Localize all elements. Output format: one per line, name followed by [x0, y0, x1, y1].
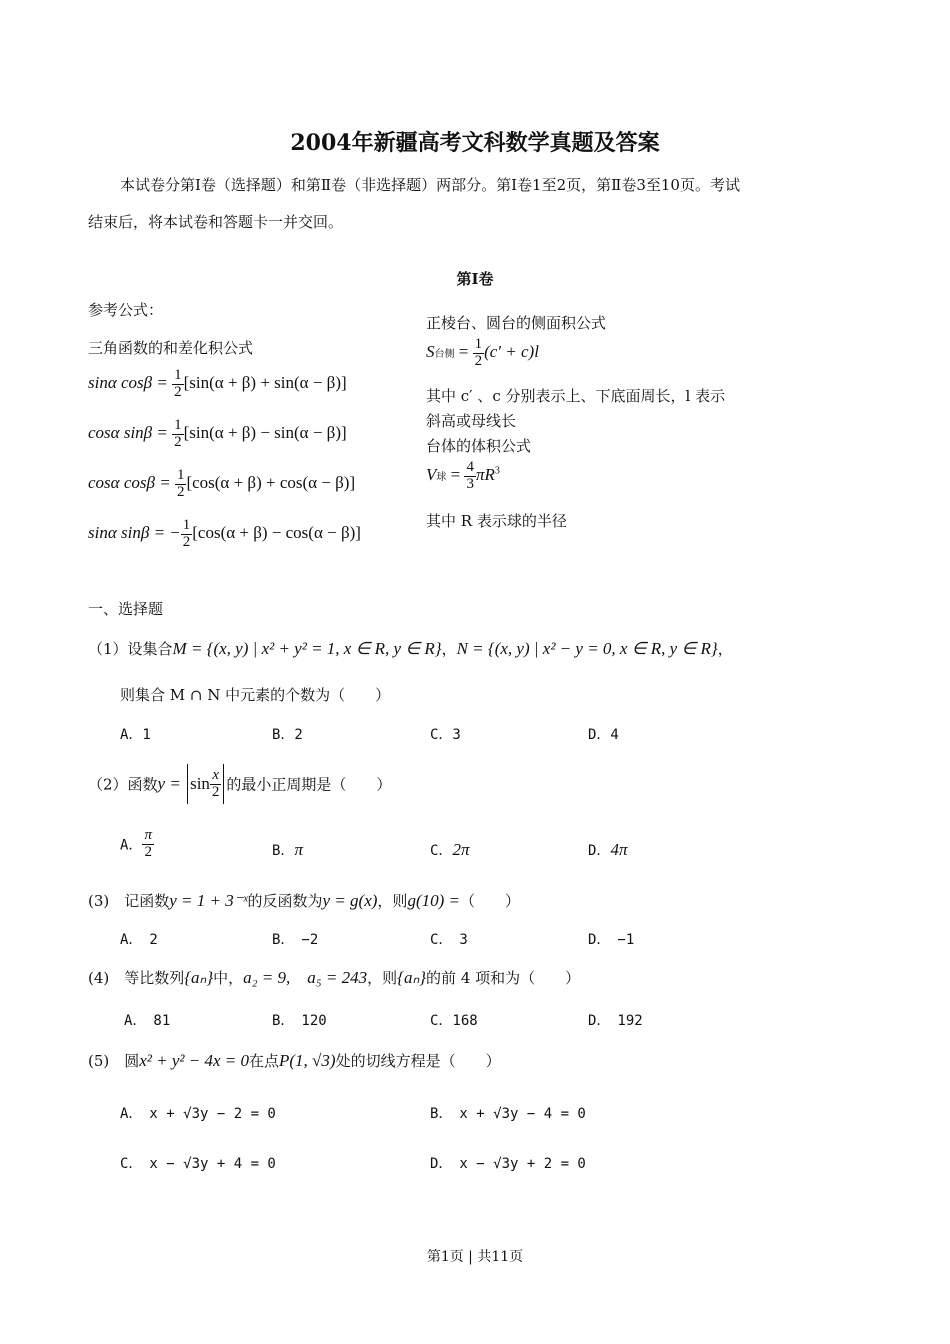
q1-option-a[interactable]: A．1 [120, 727, 151, 743]
question-5: (5) 圆x² + y² − 4x = 0在点P(1, √3)处的切线方程是（ ） [88, 1051, 501, 1070]
question-1: （1）设集合M = {(x, y) | x² + y² = 1, x ∈ R, y ∈ R}，N = {(x, y) | x² − y = 0, x ∈ R, y ∈ R}， [88, 639, 733, 658]
q1-option-b[interactable]: B．2 [272, 727, 303, 743]
q4-option-a[interactable]: A． 81 [124, 1013, 171, 1029]
q4-option-b[interactable]: B． 120 [272, 1013, 327, 1029]
q3-option-a[interactable]: A． 2 [120, 932, 158, 948]
q1-option-c[interactable]: C．3 [430, 727, 461, 743]
question-2: （2）函数y = sin $\frac{x}{2}$ 的最小正周期是（ ） [88, 764, 391, 804]
volume-heading: 台体的体积公式 [426, 437, 532, 455]
trig-formula-3: cosα cosβ = $\frac{1}{2}$ [cos(α + β) + cos(α − β)] [88, 467, 356, 500]
q4-option-d[interactable]: D． 192 [588, 1013, 643, 1029]
page-footer: 第1页 | 共11页 [426, 1249, 524, 1265]
q5-option-c[interactable]: C． x − √3y + 4 = 0 [120, 1156, 276, 1172]
frustum-note-1: 其中 c′ 、c 分别表示上、下底面周长，l 表示 [426, 387, 726, 405]
q3-option-c[interactable]: C． 3 [430, 932, 468, 948]
q2-option-a[interactable]: A． $\frac{\pi}{2}$ [120, 827, 152, 860]
trig-formula-2: cosα sinβ = $\frac{1}{2}$ [sin(α + β) − sin(α − β)] [88, 417, 347, 450]
frustum-formula: S台侧 = $\frac{1}{2}$ (c′ + c)l [426, 336, 539, 369]
frustum-note-2: 斜高或母线长 [426, 412, 517, 430]
section-title: 第Ⅰ卷 [456, 270, 494, 288]
sphere-formula: V球 = $\frac{4}{3}$ $\pi R^3$ [426, 459, 500, 492]
part1-heading: 一、选择题 [88, 600, 164, 618]
reference-heading: 参考公式： [88, 301, 164, 319]
frustum-heading: 正棱台、圆台的侧面积公式 [426, 314, 607, 332]
intro-line-2: 结束后，将本试卷和答题卡一并交回。 [88, 213, 344, 231]
q2-option-c[interactable]: C．2π [430, 840, 470, 859]
q4-option-c[interactable]: C．168 [430, 1013, 478, 1029]
q3-option-d[interactable]: D． −1 [588, 932, 635, 948]
question-3: (3) 记函数y = 1 + 3⁻ˣ的反函数为y = g(x)，则g(10) =（ ） [88, 891, 520, 910]
intro-line-1: 本试卷分第Ⅰ卷（选择题）和第Ⅱ卷（非选择题）两部分。第Ⅰ卷1至2页，第Ⅱ卷3至10页。考试 [120, 176, 740, 194]
document-title: 2004年新疆高考文科数学真题及答案 [290, 130, 660, 156]
trig-formula-1: sinα cosβ = $\frac{1}{2}$ [sin(α + β) + sin(α − β)] [88, 367, 347, 400]
q1-option-d[interactable]: D．4 [588, 727, 619, 743]
trig-formula-4: sinα sinβ = − $\frac{1}{2}$ [cos(α + β) − cos(α − β)] [88, 517, 361, 550]
q2-option-d[interactable]: D．4π [588, 840, 628, 859]
question-4: (4) 等比数列{aₙ}中，a₂ = 9, a₅ = 243，则{aₙ}的前 4 项和为（ ） [88, 968, 581, 987]
q3-option-b[interactable]: B． −2 [272, 932, 319, 948]
q5-option-b[interactable]: B． x + √3y − 4 = 0 [430, 1106, 586, 1122]
sphere-note: 其中 R 表示球的半径 [426, 512, 567, 530]
q5-option-a[interactable]: A． x + √3y − 2 = 0 [120, 1106, 276, 1122]
q5-option-d[interactable]: D． x − √3y + 2 = 0 [430, 1156, 586, 1172]
trig-heading: 三角函数的和差化积公式 [88, 339, 254, 357]
question-1-line2: 则集合 M ∩ N 中元素的个数为（ ） [120, 686, 391, 704]
q2-option-b[interactable]: B．π [272, 840, 303, 859]
